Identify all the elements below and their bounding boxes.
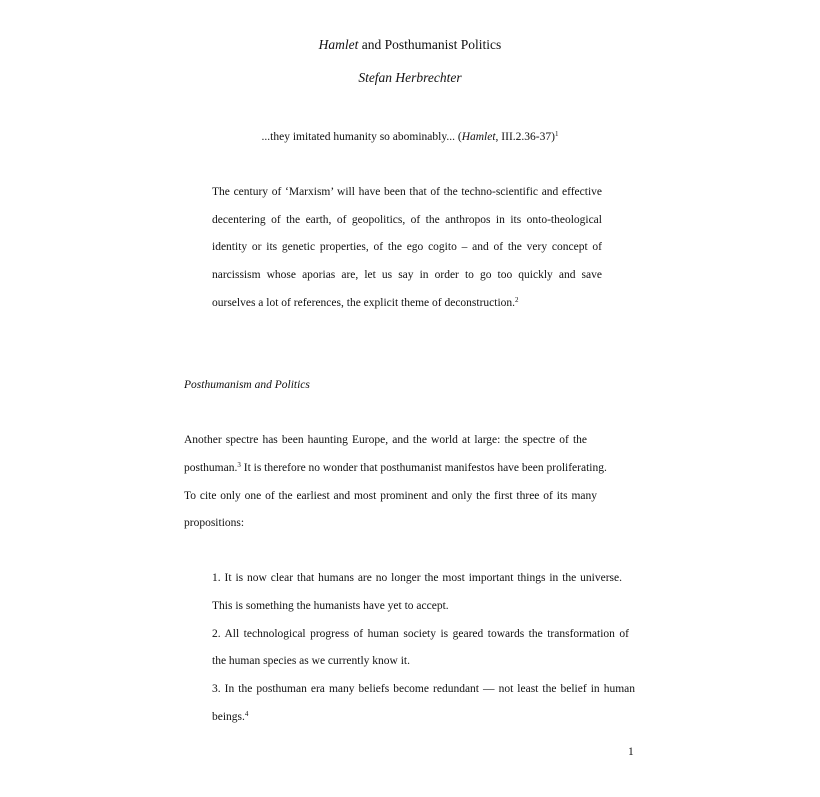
quote-line — [212, 296, 519, 310]
section-heading: Posthumanism and Politics — [184, 379, 310, 391]
paragraph-line: propositions: — [184, 517, 245, 529]
paragraph-line: To cite only one of the earliest and most prominent and only the first three of its many — [184, 490, 597, 502]
list-item: 1. It is now clear that humans are no longer the most important things in the universe. — [212, 572, 622, 584]
list-item: 2. All technological progress of human society is geared towards the transformation of — [212, 628, 629, 640]
quote-line: narcissism whose aporias are, let us say in order to go too quickly and save — [212, 269, 602, 281]
page-number: 1 — [628, 746, 634, 758]
list-item-continuation — [212, 710, 248, 724]
footnote-marker: 2 — [515, 296, 519, 304]
footnote-marker: 4 — [244, 710, 249, 718]
epigraph-text-before: ...they imitated humanity so abominably... ( — [261, 131, 462, 143]
epigraph-italic: Hamlet — [461, 131, 496, 143]
title-rest: and Posthumanist Politics — [358, 37, 502, 52]
epigraph-text-after: , III.2.36-37) — [495, 131, 555, 143]
paragraph-line — [184, 461, 607, 475]
quote-line: identity or its genetic properties, of the ego cogito – and of the very concept of — [212, 241, 602, 253]
quote-line: decentering of the earth, of geopolitics, of the anthropos in its onto-theological — [212, 214, 602, 226]
list-item-continuation: This is something the humanists have yet to accept. — [212, 600, 449, 612]
paragraph-text: It is therefore no wonder that posthumanist manifestos have been proliferating. — [240, 462, 607, 474]
list-item: 3. In the posthuman era many beliefs become redundant — not least the belief in human — [212, 683, 635, 695]
paragraph-line: Another spectre has been haunting Europe, and the world at large: the spectre of the — [184, 434, 587, 446]
epigraph — [0, 130, 820, 144]
footnote-marker: 1 — [554, 130, 559, 138]
list-item-text: beings. — [212, 711, 245, 723]
quote-last-text: ourselves a lot of references, the explicit theme of deconstruction. — [212, 297, 516, 309]
list-item-continuation: the human species as we currently know it. — [212, 655, 410, 667]
quote-line: The century of ‘Marxism’ will have been that of the techno-scientific and effective — [212, 186, 602, 198]
author-name: Stefan Herbrechter — [358, 70, 462, 85]
title-italic: Hamlet — [318, 37, 359, 52]
paragraph-text: posthuman. — [184, 462, 238, 474]
footnote-marker: 3 — [237, 461, 241, 469]
paper-title — [0, 38, 820, 52]
